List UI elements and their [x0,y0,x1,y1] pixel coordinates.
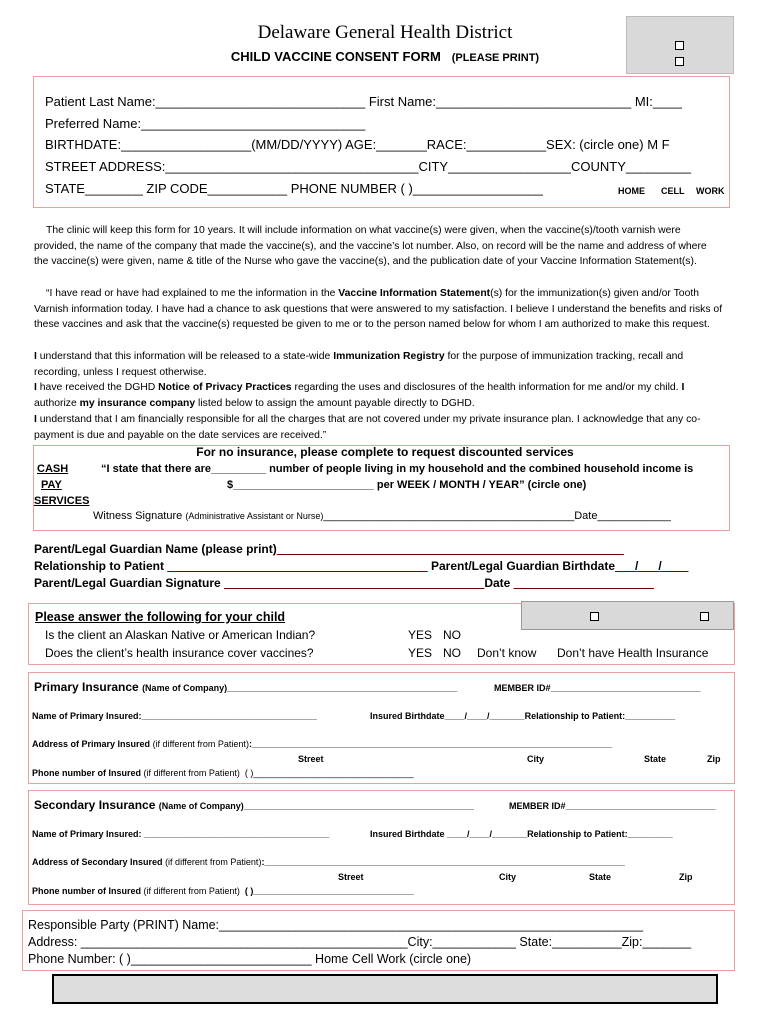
secondary-member-id-field[interactable]: MEMBER ID#______________________________ [509,801,716,811]
office-use-box [626,16,734,74]
primary-street-label: Street [298,754,324,764]
primary-insured-birthdate-field[interactable]: Insured Birthdate____/____/_______Relationship to Patient:__________ [370,711,676,721]
witness-signature-line[interactable]: Witness Signature (Administrative Assistant or Nurse)_________________________________________Date____________ [93,510,671,522]
answer-yes-q2[interactable]: YES [408,646,433,660]
guardian-signature-field[interactable]: Parent/Legal Guardian Signature _______________________________________Date _____________________ [34,576,654,590]
question-checkbox-1[interactable] [590,612,599,621]
secondary-insurance-company-field[interactable]: Secondary Insurance (Name of Company)______________________________________________ [34,798,474,812]
guardian-name-field[interactable]: Parent/Legal Guardian Name (please print)____________________________________________________ [34,542,624,556]
state-zip-phone-line[interactable]: STATE________ ZIP CODE___________ PHONE NUMBER ( )__________________ [45,181,543,196]
form-title: Delaware General Health District [257,22,513,43]
cash-label: CASH [37,463,69,475]
questions-heading: Please answer the following for your child [35,610,286,624]
responsible-party-phone-field[interactable]: Phone Number: ( )__________________________ Home Cell Work (circle one) [28,952,472,966]
primary-state-label: State [644,754,667,764]
secondary-insured-address-field[interactable]: Address of Secondary Insured (if different from Patient):________________________________________________________________________ [32,857,625,867]
form-name: CHILD VACCINE CONSENT FORM [230,49,441,64]
phone-type-cell[interactable]: CELL [661,186,685,196]
secondary-street-label: Street [338,872,364,882]
pay-label: PAY [41,479,62,491]
please-print-note: (PLEASE PRINT) [451,52,540,64]
office-use-bottom-box [52,974,718,1004]
question-alaskan-native: Is the client an Alaskan Native or American Indian? [45,628,316,642]
consent-paragraph-vis: “I have read or have had explained to me the information in the Vaccine Information Statement(s) for the immunization(s) given and/or Tooth Varnish information today. I have had a chance to ask questions that were answered to my satisfaction. I believe I understand the benefits and risks of these vaccines and ask that the vaccine(s) requested be given to me or to the person named below for whom I am authorized to make this request. [34,288,723,331]
phone-type-work[interactable]: WORK [696,186,725,196]
preferred-name-line[interactable]: Preferred Name:_______________________________ [45,116,366,131]
birthdate-line[interactable]: BIRTHDATE:__________________(MM/DD/YYYY) AGE:_______RACE:___________SEX: (circle one) M F [45,137,670,152]
questions-office-box [521,601,734,630]
discount-heading: For no insurance, please complete to request discounted services [196,445,574,459]
office-checkbox-2[interactable] [675,57,684,66]
secondary-zip-label: Zip [679,872,693,882]
question-checkbox-2[interactable] [700,612,709,621]
office-checkbox-1[interactable] [675,41,684,50]
primary-city-label: City [527,754,545,764]
secondary-insured-birthdate-field[interactable]: Insured Birthdate ____/____/_______Relationship to Patient:_________ [370,829,673,839]
question-insurance-coverage: Does the client’s health insurance cover vaccines? [45,646,314,660]
primary-insurance-company-field[interactable]: Primary Insurance (Name of Company)______________________________________________ [34,680,458,694]
consent-paragraph-financial: I understand that I am financially responsible for all the charges that are not covered under my private insurance plan. I acknowledge that any co-payment is due and payable on the date services are received.” [34,414,701,441]
primary-insured-phone-field[interactable]: Phone number of Insured (if different from Patient) ( )________________________________ [32,768,414,778]
consent-paragraph-privacy: I have received the DGHD Notice of Privacy Practices regarding the uses and disclosures of the health information for me and/or my child. I authorize my insurance company listed below to assign the amount payable directly to DGHD. [34,382,685,409]
secondary-insured-name-field[interactable]: Name of Primary Insured: _____________________________________ [32,829,330,839]
primary-insured-name-field[interactable]: Name of Primary Insured:___________________________________ [32,711,317,721]
phone-type-home[interactable]: HOME [618,186,645,196]
answer-no-q2[interactable]: NO [443,646,461,660]
secondary-city-label: City [499,872,517,882]
primary-member-id-field[interactable]: MEMBER ID#______________________________ [494,683,701,693]
responsible-party-name-field[interactable]: Responsible Party (PRINT) Name:_____________________________________________________________ [28,918,644,932]
primary-insured-address-field[interactable]: Address of Primary Insured (if different from Patient):________________________________________________________________________ [32,739,613,749]
secondary-insured-phone-field[interactable]: Phone number of Insured (if different from Patient) ( )________________________________ [32,886,414,896]
answer-yes-q1[interactable]: YES [408,628,433,642]
primary-zip-label: Zip [707,754,721,764]
answer-dont-know[interactable]: Don’t know [477,646,537,660]
answer-no-insurance[interactable]: Don’t have Health Insurance [557,646,709,660]
income-statement[interactable]: $_______________________ per WEEK / MONTH / YEAR” (circle one) [227,479,587,491]
street-address-line[interactable]: STREET ADDRESS:___________________________________CITY_________________COUNTY_________ [45,159,691,174]
consent-paragraph-retention: The clinic will keep this form for 10 years. It will include information on what vaccine(s) were given, when the vaccine(s)/tooth varnish were provided, the name of the company that made the vaccine(s), and the vaccine’s lot number. Also, on record will be the name and address of where the vaccine(s) were given, name & title of the Nurse who gave the vaccine(s), and the publication date of your Vaccine Information Statement(s). [34,225,707,268]
services-label: SERVICES [34,495,90,507]
household-statement[interactable]: “I state that there are_________ number of people living in my household and the combined household income is [101,463,694,475]
patient-name-line[interactable]: Patient Last Name:_____________________________ First Name:___________________________ MI:____ [45,94,682,109]
responsible-party-address-field[interactable]: Address: _______________________________________________City:____________ State:__________Zip:_______ [28,935,692,949]
consent-paragraph-registry: I understand that this information will be released to a state-wide Immunization Registry for the purpose of immunization tracking, recall and recording, unless I request otherwise. [34,351,684,378]
answer-no-q1[interactable]: NO [443,628,461,642]
relationship-field[interactable]: Relationship to Patient _______________________________________ Parent/Legal Guardian Birthdate___/___/____ [34,559,689,573]
secondary-state-label: State [589,872,612,882]
